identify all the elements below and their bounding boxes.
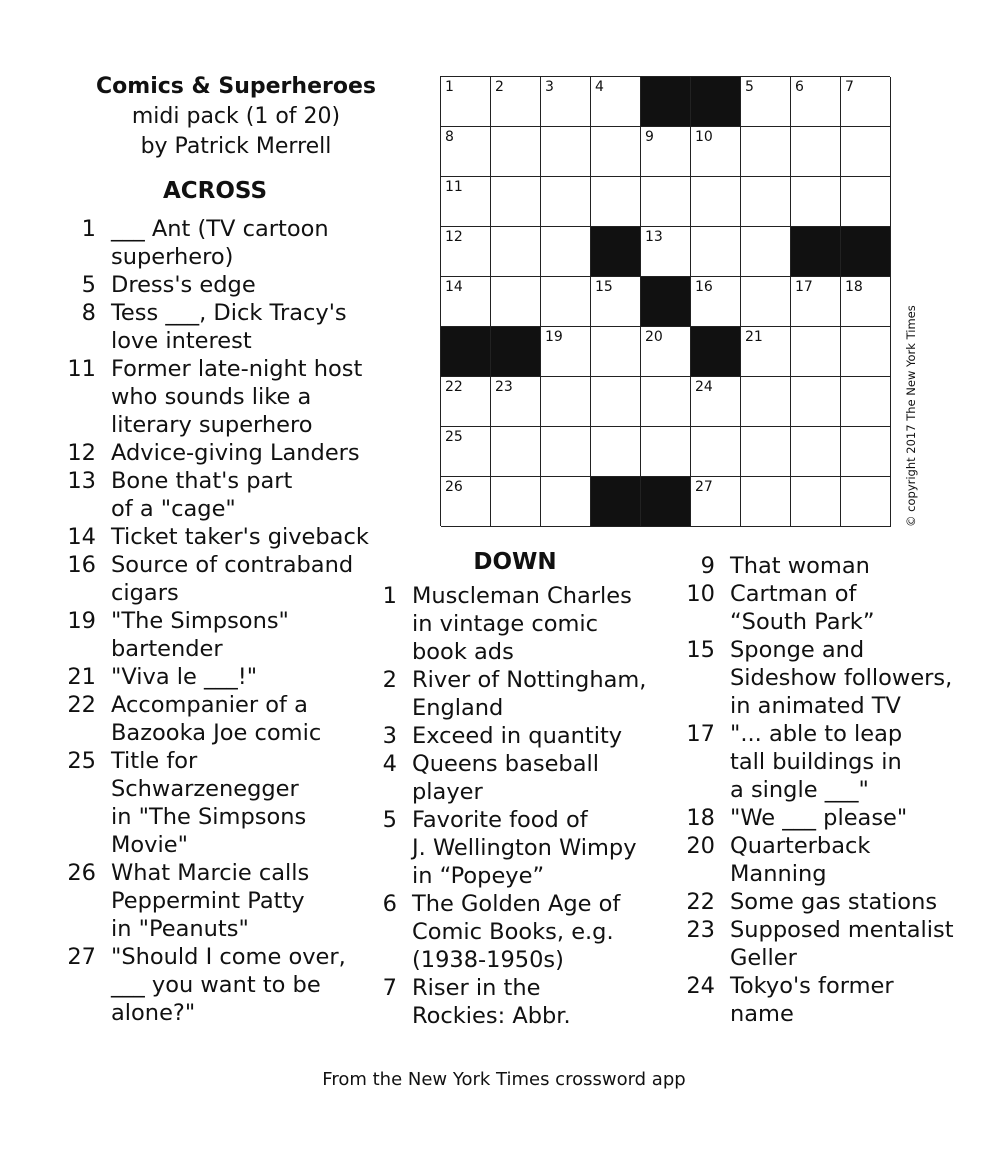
clue-text: Favorite food of J. Wellington Wimpy in “Popeye” xyxy=(412,807,637,889)
grid-cell[interactable] xyxy=(841,477,891,527)
clue-item[interactable] xyxy=(60,439,369,467)
cell-number: 26 xyxy=(445,479,463,495)
clue-text: Dress's edge xyxy=(111,272,256,298)
clue-text: Sponge and Sideshow followers, in animated TV xyxy=(730,637,953,719)
clue-item[interactable] xyxy=(60,271,369,299)
clue-number: 22 xyxy=(67,692,96,718)
clue-item[interactable] xyxy=(60,691,369,747)
grid-cell[interactable] xyxy=(441,177,491,227)
grid-cell[interactable] xyxy=(841,77,891,127)
clue-text: "We ___ please" xyxy=(730,805,908,831)
grid-cell[interactable] xyxy=(541,77,591,127)
grid-cell[interactable] xyxy=(441,377,491,427)
cell-number: 19 xyxy=(545,329,563,345)
clue-number: 3 xyxy=(382,723,397,749)
clue-text: Quarterback Manning xyxy=(730,833,871,887)
clue-text: Former late-night host who sounds like a literary superhero xyxy=(111,356,363,438)
clue-text: "... able to leap tall buildings in a single ___" xyxy=(730,721,903,803)
grid-cell[interactable] xyxy=(591,177,641,227)
clue-item[interactable] xyxy=(680,552,954,580)
clue-item[interactable] xyxy=(60,467,369,523)
grid-block xyxy=(491,327,541,377)
clue-item[interactable] xyxy=(375,722,646,750)
cell-number: 9 xyxy=(645,129,654,145)
grid-cell[interactable] xyxy=(441,127,491,177)
cell-number: 5 xyxy=(745,79,754,95)
cell-number: 7 xyxy=(845,79,854,95)
grid-block xyxy=(791,227,841,277)
down-clue-list-1 xyxy=(375,582,646,1030)
clue-text: The Golden Age of Comic Books, e.g. (1938-1950s) xyxy=(412,891,621,973)
clue-number: 8 xyxy=(81,300,96,326)
clue-text: Riser in the Rockies: Abbr. xyxy=(412,975,571,1029)
clue-number: 18 xyxy=(686,805,715,831)
grid-cell[interactable] xyxy=(591,77,641,127)
clue-text: Bone that's part of a "cage" xyxy=(111,468,293,522)
cell-number: 1 xyxy=(445,79,454,95)
grid-block xyxy=(441,327,491,377)
footer-credit: From the New York Times crossword app xyxy=(322,1069,686,1090)
clue-number: 17 xyxy=(686,721,715,747)
cell-number: 4 xyxy=(595,79,604,95)
clue-text: Source of contraband cigars xyxy=(111,552,354,606)
clue-number: 7 xyxy=(382,975,397,1001)
grid-cell[interactable] xyxy=(741,277,791,327)
grid-block xyxy=(591,227,641,277)
grid-cell[interactable] xyxy=(791,77,841,127)
cell-number: 22 xyxy=(445,379,463,395)
grid-cell[interactable] xyxy=(741,177,791,227)
grid-block xyxy=(641,77,691,127)
cell-number: 15 xyxy=(595,279,613,295)
cell-number: 10 xyxy=(695,129,713,145)
clue-item[interactable] xyxy=(375,806,646,890)
clue-number: 27 xyxy=(67,944,96,970)
grid-cell[interactable] xyxy=(741,327,791,377)
grid-cell[interactable] xyxy=(791,327,841,377)
clue-item[interactable] xyxy=(680,580,954,636)
clue-number: 11 xyxy=(67,356,96,382)
clue-number: 26 xyxy=(67,860,96,886)
grid-cell[interactable] xyxy=(491,277,541,327)
copyright-notice: © copyright 2017 The New York Times xyxy=(904,305,918,527)
clue-number: 9 xyxy=(700,553,715,579)
grid-cell[interactable] xyxy=(641,327,691,377)
clue-item[interactable] xyxy=(375,582,646,666)
down-clue-list-2 xyxy=(680,552,954,1028)
grid-cell[interactable] xyxy=(491,77,541,127)
grid-cell[interactable] xyxy=(691,127,741,177)
clue-item[interactable] xyxy=(680,720,954,804)
grid-cell[interactable] xyxy=(541,377,591,427)
clue-text: Advice-giving Landers xyxy=(111,440,360,466)
grid-cell[interactable] xyxy=(441,427,491,477)
clue-text: "Viva le ___!" xyxy=(111,664,258,690)
clue-item[interactable] xyxy=(60,607,369,663)
cell-number: 27 xyxy=(695,479,713,495)
grid-cell[interactable] xyxy=(541,327,591,377)
clue-number: 16 xyxy=(67,552,96,578)
grid-cell[interactable] xyxy=(441,277,491,327)
grid-cell[interactable] xyxy=(791,277,841,327)
clue-number: 22 xyxy=(686,889,715,915)
clue-number: 10 xyxy=(686,581,715,607)
grid-cell[interactable] xyxy=(441,77,491,127)
grid-cell[interactable] xyxy=(841,427,891,477)
grid-cell[interactable] xyxy=(491,127,541,177)
cell-number: 17 xyxy=(795,279,813,295)
clue-text: Cartman of “South Park” xyxy=(730,581,875,635)
puzzle-title: Comics & Superheroes xyxy=(96,74,376,99)
puzzle-subtitle: midi pack (1 of 20) xyxy=(131,104,341,129)
clue-number: 4 xyxy=(382,751,397,777)
clue-item[interactable] xyxy=(375,890,646,974)
cell-number: 23 xyxy=(495,379,513,395)
grid-block xyxy=(841,227,891,277)
clue-text: River of Nottingham, England xyxy=(412,667,647,721)
clue-item[interactable] xyxy=(375,666,646,722)
clue-item[interactable] xyxy=(60,551,369,607)
clue-number: 6 xyxy=(382,891,397,917)
clue-text: "Should I come over, ___ you want to be alone?" xyxy=(111,944,346,1026)
clue-text: "The Simpsons" bartender xyxy=(111,608,289,662)
cell-number: 21 xyxy=(745,329,763,345)
grid-cell[interactable] xyxy=(841,327,891,377)
grid-cell[interactable] xyxy=(541,427,591,477)
clue-number: 25 xyxy=(67,748,96,774)
clue-item[interactable] xyxy=(680,636,954,720)
clue-item[interactable] xyxy=(60,747,369,859)
grid-cell[interactable] xyxy=(641,377,691,427)
clue-number: 1 xyxy=(81,216,96,242)
clue-item[interactable] xyxy=(375,974,646,1030)
grid-cell[interactable] xyxy=(691,227,741,277)
clue-item[interactable] xyxy=(680,916,954,972)
grid-cell[interactable] xyxy=(741,427,791,477)
clue-text: Ticket taker's giveback xyxy=(111,524,369,550)
clue-item[interactable] xyxy=(60,355,369,439)
cell-number: 25 xyxy=(445,429,463,445)
grid-cell[interactable] xyxy=(541,477,591,527)
cell-number: 24 xyxy=(695,379,713,395)
clue-number: 12 xyxy=(67,440,96,466)
cell-number: 20 xyxy=(645,329,663,345)
down-heading: DOWN xyxy=(473,549,557,575)
grid-cell[interactable] xyxy=(741,127,791,177)
clue-text: Exceed in quantity xyxy=(412,723,623,749)
grid-cell[interactable] xyxy=(491,427,541,477)
puzzle-byline: by Patrick Merrell xyxy=(140,134,332,159)
clue-number: 5 xyxy=(81,272,96,298)
grid-cell[interactable] xyxy=(691,377,741,427)
grid-cell[interactable] xyxy=(691,427,741,477)
grid-cell[interactable] xyxy=(541,227,591,277)
grid-cell[interactable] xyxy=(441,227,491,277)
clue-text: Tess ___, Dick Tracy's love interest xyxy=(111,300,347,354)
clue-item[interactable] xyxy=(680,888,954,916)
grid-cell[interactable] xyxy=(541,127,591,177)
clue-number: 2 xyxy=(382,667,397,693)
cell-number: 16 xyxy=(695,279,713,295)
cell-number: 11 xyxy=(445,179,463,195)
grid-cell[interactable] xyxy=(591,427,641,477)
grid-cell[interactable] xyxy=(491,177,541,227)
clue-text: Muscleman Charles in vintage comic book ads xyxy=(412,583,632,665)
grid-cell[interactable] xyxy=(541,177,591,227)
cell-number: 6 xyxy=(795,79,804,95)
grid-cell[interactable] xyxy=(641,177,691,227)
clue-text: Title for Schwarzenegger in "The Simpsons Movie" xyxy=(111,748,307,858)
grid-cell[interactable] xyxy=(541,277,591,327)
cell-number: 18 xyxy=(845,279,863,295)
clue-text: That woman xyxy=(730,553,870,579)
cell-number: 3 xyxy=(545,79,554,95)
clue-text: Queens baseball player xyxy=(412,751,599,805)
cell-number: 13 xyxy=(645,229,663,245)
clue-item[interactable] xyxy=(60,299,369,355)
clue-number: 20 xyxy=(686,833,715,859)
clue-number: 1 xyxy=(382,583,397,609)
clue-number: 15 xyxy=(686,637,715,663)
clue-item[interactable] xyxy=(680,804,954,832)
grid-cell[interactable] xyxy=(741,77,791,127)
grid-cell[interactable] xyxy=(491,477,541,527)
grid-cell[interactable] xyxy=(791,177,841,227)
clue-number: 24 xyxy=(686,973,715,999)
clue-text: What Marcie calls Peppermint Patty in "Peanuts" xyxy=(111,860,310,942)
grid-cell[interactable] xyxy=(641,127,691,177)
cell-number: 8 xyxy=(445,129,454,145)
clue-item[interactable] xyxy=(60,943,369,1027)
cell-number: 12 xyxy=(445,229,463,245)
grid-cell[interactable] xyxy=(791,127,841,177)
grid-block xyxy=(641,477,691,527)
puzzle-title-block xyxy=(96,72,376,162)
grid-cell[interactable] xyxy=(741,377,791,427)
grid-cell[interactable] xyxy=(791,477,841,527)
across-heading: ACROSS xyxy=(162,178,268,204)
clue-item[interactable] xyxy=(60,215,369,271)
grid-cell[interactable] xyxy=(791,377,841,427)
grid-cell[interactable] xyxy=(491,227,541,277)
grid-cell[interactable] xyxy=(491,377,541,427)
clue-number: 13 xyxy=(67,468,96,494)
grid-block xyxy=(691,327,741,377)
grid-cell[interactable] xyxy=(841,177,891,227)
clue-item[interactable] xyxy=(60,859,369,943)
grid-cell[interactable] xyxy=(791,427,841,477)
grid-cell[interactable] xyxy=(591,377,641,427)
clue-number: 5 xyxy=(382,807,397,833)
grid-cell[interactable] xyxy=(841,277,891,327)
grid-cell[interactable] xyxy=(691,177,741,227)
cell-number: 2 xyxy=(495,79,504,95)
clue-number: 14 xyxy=(67,524,96,550)
grid-block xyxy=(591,477,641,527)
grid-cell[interactable] xyxy=(691,477,741,527)
grid-block xyxy=(691,77,741,127)
grid-cell[interactable] xyxy=(691,277,741,327)
clue-text: Some gas stations xyxy=(730,889,938,915)
clue-item[interactable] xyxy=(60,523,369,551)
grid-cell[interactable] xyxy=(441,477,491,527)
clue-text: ___ Ant (TV cartoon superhero) xyxy=(111,216,329,270)
clue-item[interactable] xyxy=(60,663,369,691)
clue-item[interactable] xyxy=(680,972,954,1028)
grid-cell[interactable] xyxy=(641,427,691,477)
crossword-grid xyxy=(440,76,890,526)
grid-cell[interactable] xyxy=(591,327,641,377)
clue-number: 19 xyxy=(67,608,96,634)
grid-cell[interactable] xyxy=(741,227,791,277)
grid-cell[interactable] xyxy=(641,227,691,277)
grid-cell[interactable] xyxy=(841,127,891,177)
across-clue-list xyxy=(60,215,369,1027)
grid-cell[interactable] xyxy=(591,277,641,327)
grid-cell[interactable] xyxy=(841,377,891,427)
grid-cell[interactable] xyxy=(591,127,641,177)
grid-block xyxy=(641,277,691,327)
clue-text: Accompanier of a Bazooka Joe comic xyxy=(111,692,322,746)
grid-cell[interactable] xyxy=(741,477,791,527)
clue-number: 21 xyxy=(67,664,96,690)
clue-item[interactable] xyxy=(680,832,954,888)
clue-text: Supposed mentalist Geller xyxy=(730,917,954,971)
cell-number: 14 xyxy=(445,279,463,295)
clue-text: Tokyo's former name xyxy=(730,973,894,1027)
clue-item[interactable] xyxy=(375,750,646,806)
clue-number: 23 xyxy=(686,917,715,943)
